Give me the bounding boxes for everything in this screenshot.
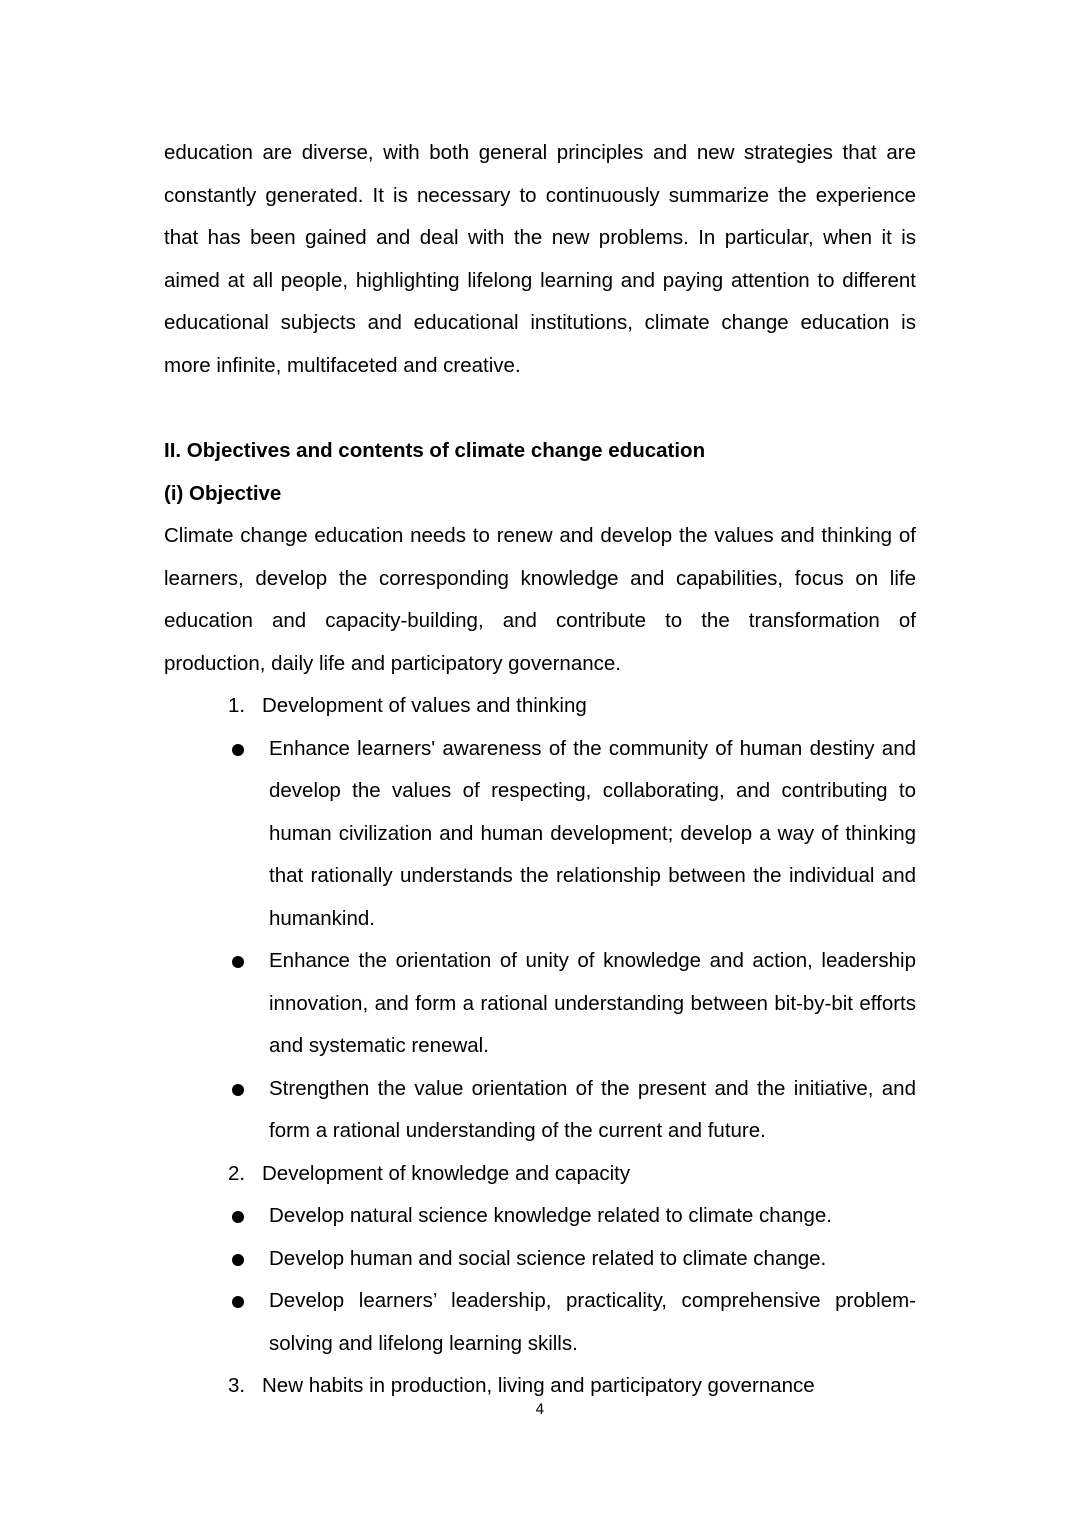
item-title: Development of knowledge and capacity [262, 1161, 631, 1185]
numbered-item-values [164, 685, 916, 728]
bullet-item [164, 728, 916, 941]
item-title: Development of values and thinking [262, 694, 587, 717]
bullet-item [164, 940, 916, 1068]
bullet-text: Develop natural science knowledge related to climate change. [269, 1204, 832, 1227]
subsection-heading: (i) Objective [164, 481, 282, 505]
item-title: New habits in production, living and participatory governance [262, 1374, 815, 1397]
objective-paragraph: Climate change education needs to renew and develop the values and thinking of learners, develop the corresponding knowledge and capabilities, focus on life education and capacity-building, and contribute to the transformation of production, daily life and participatory governance. [164, 524, 916, 675]
bullet-dot-icon [232, 1084, 244, 1096]
section-gap [164, 387, 916, 430]
bullet-item [164, 1238, 916, 1281]
bullet-text: Develop learners’ leadership, practicality, comprehensive problem-solving and lifelong learning skills. [269, 1289, 916, 1355]
bullet-dot-icon [232, 956, 244, 968]
page-number: 4 [535, 1402, 545, 1418]
bullet-dot-icon [232, 744, 244, 756]
bullet-dot-icon [232, 1254, 244, 1266]
item-number: 3. [228, 1374, 246, 1397]
bullet-text: Enhance the orientation of unity of knowledge and action, leadership innovation, and form a rational understanding between bit-by-bit efforts and systematic renewal. [269, 949, 916, 1057]
item-number: 1. [228, 694, 246, 717]
bullet-dot-icon [232, 1211, 244, 1223]
bullet-item [164, 1068, 916, 1153]
numbered-item-knowledge [164, 1153, 916, 1196]
bullet-text: Develop human and social science related to climate change. [269, 1246, 827, 1270]
item-number: 2. [228, 1161, 246, 1185]
intro-paragraph: education are diverse, with both general principles and new strategies that are constantly generated. It is necessary to continuously summarize the experience that has been gained and deal with the new problems. In particular, when it is aimed at all people, highlighting lifelong learning and paying attention to different educational subjects and educational institutions, climate change education is more infinite, multifaceted and creative. [164, 141, 916, 377]
bullet-text: Strengthen the value orientation of the present and the initiative, and form a rational understanding of the current and future. [269, 1076, 916, 1142]
bullet-dot-icon [232, 1296, 244, 1308]
bullet-text: Enhance learners' awareness of the community of human destiny and develop the values of respecting, collaborating, and contributing to human civilization and human development; develop a way of thinking that rationally understands the relationship between the individual and humankind. [269, 736, 916, 930]
bullet-item [164, 1280, 916, 1365]
bullet-item [164, 1195, 916, 1238]
page-body [164, 132, 916, 1408]
section-heading: II. Objectives and contents of climate change education [164, 439, 706, 462]
